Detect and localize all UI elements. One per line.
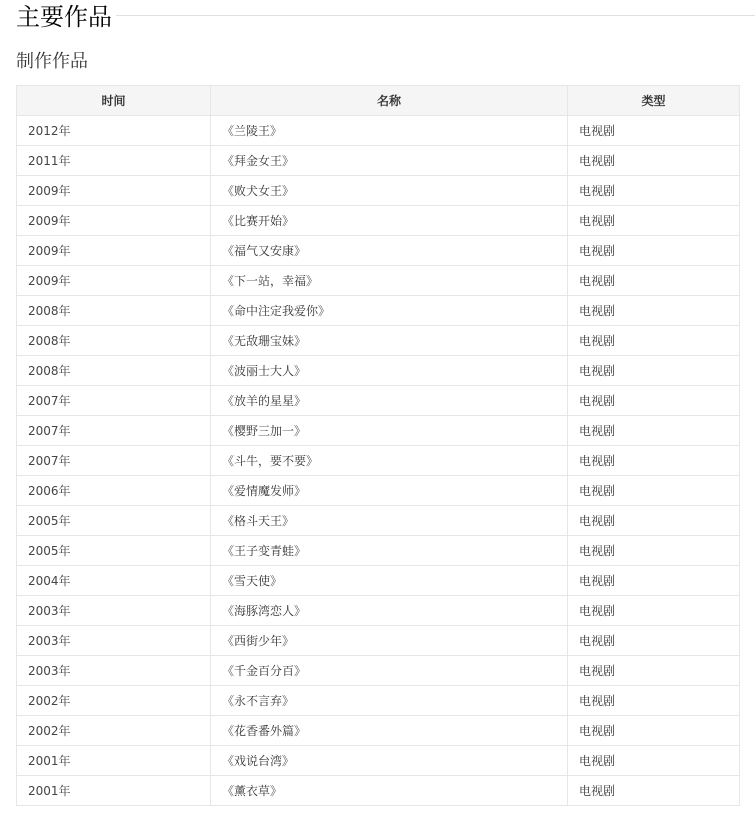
cell-year: 2009年 <box>17 176 211 206</box>
cell-name: 《薰衣草》 <box>211 776 568 806</box>
cell-type: 电视剧 <box>568 236 740 266</box>
cell-type: 电视剧 <box>568 776 740 806</box>
table-row <box>17 686 740 716</box>
cell-name: 《戏说台湾》 <box>211 746 568 776</box>
cell-type: 电视剧 <box>568 176 740 206</box>
table-header-row <box>17 86 740 116</box>
cell-name: 《命中注定我爱你》 <box>211 296 568 326</box>
section-header <box>16 0 755 32</box>
cell-year: 2009年 <box>17 236 211 266</box>
cell-type: 电视剧 <box>568 296 740 326</box>
cell-name: 《败犬女王》 <box>211 176 568 206</box>
cell-type: 电视剧 <box>568 116 740 146</box>
subsection-title: 制作作品 <box>16 51 88 72</box>
table-row <box>17 116 740 146</box>
cell-name: 《福气又安康》 <box>211 236 568 266</box>
table-row <box>17 386 740 416</box>
header-year: 时间 <box>17 86 211 116</box>
cell-year: 2008年 <box>17 326 211 356</box>
cell-type: 电视剧 <box>568 716 740 746</box>
cell-name: 《王子变青蛙》 <box>211 536 568 566</box>
cell-year: 2003年 <box>17 596 211 626</box>
cell-year: 2004年 <box>17 566 211 596</box>
table-row <box>17 566 740 596</box>
cell-year: 2009年 <box>17 206 211 236</box>
cell-name: 《永不言弃》 <box>211 686 568 716</box>
cell-type: 电视剧 <box>568 686 740 716</box>
table-row <box>17 446 740 476</box>
cell-type: 电视剧 <box>568 266 740 296</box>
cell-type: 电视剧 <box>568 746 740 776</box>
cell-name: 《爱情魔发师》 <box>211 476 568 506</box>
cell-year: 2007年 <box>17 386 211 416</box>
cell-year: 2002年 <box>17 686 211 716</box>
table-row <box>17 206 740 236</box>
cell-name: 《兰陵王》 <box>211 116 568 146</box>
cell-type: 电视剧 <box>568 416 740 446</box>
cell-name: 《西街少年》 <box>211 626 568 656</box>
cell-type: 电视剧 <box>568 206 740 236</box>
cell-type: 电视剧 <box>568 596 740 626</box>
cell-type: 电视剧 <box>568 356 740 386</box>
cell-year: 2005年 <box>17 536 211 566</box>
table-row <box>17 716 740 746</box>
cell-year: 2009年 <box>17 266 211 296</box>
cell-year: 2006年 <box>17 476 211 506</box>
header-name: 名称 <box>211 86 568 116</box>
table-row <box>17 296 740 326</box>
cell-year: 2007年 <box>17 446 211 476</box>
table-row <box>17 536 740 566</box>
cell-year: 2008年 <box>17 296 211 326</box>
cell-year: 2001年 <box>17 746 211 776</box>
cell-type: 电视剧 <box>568 656 740 686</box>
cell-year: 2003年 <box>17 656 211 686</box>
table-row <box>17 176 740 206</box>
table-row <box>17 506 740 536</box>
table-row <box>17 626 740 656</box>
table-row <box>17 146 740 176</box>
cell-name: 《花香番外篇》 <box>211 716 568 746</box>
table-row <box>17 416 740 446</box>
cell-name: 《海豚湾恋人》 <box>211 596 568 626</box>
cell-year: 2005年 <box>17 506 211 536</box>
works-table <box>16 85 740 806</box>
cell-name: 《樱野三加一》 <box>211 416 568 446</box>
cell-year: 2001年 <box>17 776 211 806</box>
cell-name: 《斗牛，要不要》 <box>211 446 568 476</box>
header-type: 类型 <box>568 86 740 116</box>
cell-name: 《比赛开始》 <box>211 206 568 236</box>
table-row <box>17 356 740 386</box>
cell-name: 《千金百分百》 <box>211 656 568 686</box>
cell-name: 《下一站，幸福》 <box>211 266 568 296</box>
cell-type: 电视剧 <box>568 566 740 596</box>
cell-type: 电视剧 <box>568 476 740 506</box>
cell-name: 《雪天使》 <box>211 566 568 596</box>
cell-name: 《拜金女王》 <box>211 146 568 176</box>
cell-type: 电视剧 <box>568 506 740 536</box>
cell-name: 《波丽士大人》 <box>211 356 568 386</box>
cell-year: 2003年 <box>17 626 211 656</box>
cell-year: 2002年 <box>17 716 211 746</box>
cell-year: 2011年 <box>17 146 211 176</box>
cell-name: 《无敌珊宝妹》 <box>211 326 568 356</box>
table-body <box>17 116 740 806</box>
table-row <box>17 596 740 626</box>
section-divider <box>116 15 755 16</box>
cell-type: 电视剧 <box>568 626 740 656</box>
cell-type: 电视剧 <box>568 326 740 356</box>
cell-name: 《格斗天王》 <box>211 506 568 536</box>
table-row <box>17 656 740 686</box>
cell-type: 电视剧 <box>568 146 740 176</box>
cell-year: 2008年 <box>17 356 211 386</box>
table-row <box>17 266 740 296</box>
cell-year: 2012年 <box>17 116 211 146</box>
table-row <box>17 236 740 266</box>
table-row <box>17 476 740 506</box>
cell-type: 电视剧 <box>568 446 740 476</box>
table-row <box>17 746 740 776</box>
cell-type: 电视剧 <box>568 536 740 566</box>
table-row <box>17 776 740 806</box>
cell-name: 《放羊的星星》 <box>211 386 568 416</box>
table-row <box>17 326 740 356</box>
cell-year: 2007年 <box>17 416 211 446</box>
cell-type: 电视剧 <box>568 386 740 416</box>
section-title: 主要作品 <box>16 2 120 32</box>
